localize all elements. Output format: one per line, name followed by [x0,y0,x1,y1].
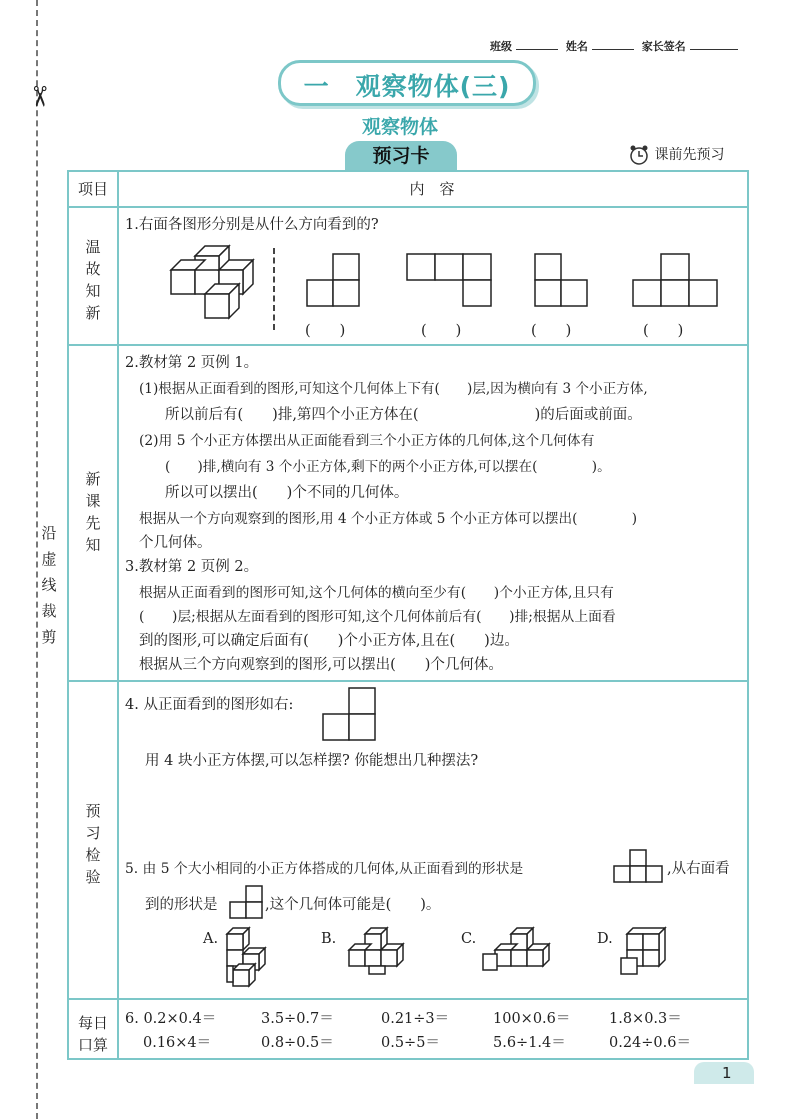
class-field[interactable] [516,49,558,50]
q5-line1a: 5. 由 5 个大小相同的小正方体搭成的几何体,从正面看到的形状是 [125,861,524,877]
chapter-banner [278,60,536,106]
q1-blank-d[interactable]: ( ) [643,323,684,339]
row-label-new: 新 课 先 知 [85,470,101,554]
page-number: 1 [722,1064,732,1082]
q5-option-d-label[interactable]: D. [597,931,613,947]
chapter-title: 一 观察物体(三) [303,72,511,101]
q6-r2-c3: 0.5÷5＝ [381,1035,440,1051]
q1-view-a [305,252,365,310]
q5-option-b-label[interactable]: B. [321,931,337,947]
q6-r2-c4: 5.6÷1.4＝ [493,1035,566,1051]
q1-view-d [631,252,719,310]
q1-blank-b[interactable]: ( ) [421,323,462,339]
column-header-content: 内 容 [409,180,455,198]
q2-line8: 个几何体。 [139,535,212,551]
q5-line2a: 到的形状是 [145,897,218,913]
q5-option-c-figure [481,924,557,980]
q1-view-b [405,252,493,310]
preview-badge: 课前先预习 [628,144,724,166]
q2-line5: ( )排,横向有 3 个小正方体,剩下的两个小正方体,可以摆在( )。 [165,459,611,475]
q1-blank-a[interactable]: ( ) [305,323,346,339]
q4-line2: 用 4 块小正方体摆,可以怎样摆? 你能想出几种摆法? [145,753,479,769]
q3-line4: 到的图形,可以确定后面有( )个小正方体,且在( )边。 [139,633,519,649]
q6-r1-c3: 0.21÷3＝ [381,1011,450,1027]
q5-right-shape [229,884,265,920]
q2-line1: 2.教材第 2 页例 1。 [125,355,259,371]
row-label-check: 预 习 检 验 [85,802,101,886]
q4-line1: 4. 从正面看到的图形如右: [125,697,294,713]
q1-view-c [533,252,593,310]
q3-line1: 3.教材第 2 页例 2。 [125,559,259,575]
q2-line6: 所以可以摆出( )个不同的几何体。 [165,485,409,501]
q1-3d-cube-figure [161,242,281,327]
q5-option-c-label[interactable]: C. [461,931,477,947]
row-label-review: 温 故 知 新 [85,238,101,322]
q2-line3: 所以前后有( )排,第四个小正方体在( )的后面或前面。 [165,407,642,423]
q6-r2-c5: 0.24÷0.6＝ [609,1035,691,1051]
q6-r1-c2: 3.5÷0.7＝ [261,1011,334,1027]
q6-r1-c1: 6. 0.2×0.4＝ [125,1011,217,1027]
q6-r2-c2: 0.8÷0.5＝ [261,1035,334,1051]
alarm-clock-icon [628,144,650,166]
q2-line7: 根据从一个方向观察到的图形,用 4 个小正方体或 5 个小正方体可以摆出( ) [139,511,638,527]
q6-r2-c1: 0.16×4＝ [143,1035,212,1051]
q6-r1-c4: 100×0.6＝ [493,1011,571,1027]
q1-divider [273,248,275,330]
preview-table [67,170,749,1060]
q3-line5: 根据从三个方向观察到的图形,可以摆出( )个几何体。 [139,657,503,673]
cut-label: 沿 虚 线 裁 剪 [41,524,57,646]
q5-line1b: ,从右面看 [667,861,730,877]
q5-option-a-label[interactable]: A. [203,931,219,947]
parent-signature-field[interactable] [690,49,738,50]
name-field[interactable] [592,49,634,50]
q1-blank-c[interactable]: ( ) [531,323,572,339]
student-info-header: 班级 姓名 家长签名 [490,38,742,54]
scissors-icon: ✂ [23,84,57,109]
q4-front-view-figure [321,686,381,746]
q6-r1-c5: 1.8×0.3＝ [609,1011,682,1027]
q5-line2b: ,这个几何体可能是( )。 [265,897,441,913]
lesson-subtitle: 观察物体 [361,116,438,138]
q1-text: 1.右面各图形分别是从什么方向看到的? [125,217,379,233]
q5-option-a-figure [221,924,281,998]
row-label-daily: 每日 口算 [77,1014,108,1054]
q5-option-d-figure [617,924,677,980]
preview-card-tab: 预习卡 [345,141,457,171]
q2-line2: (1)根据从正面看到的图形,可知这个几何体上下有( )层,因为横向有 3 个小正方体, [139,381,648,397]
column-header-item: 项目 [77,180,108,198]
q3-line2: 根据从正面看到的图形可知,这个几何体的横向至少有( )个小正方体,且只有 [139,585,614,601]
q3-line3: ( )层;根据从左面看到的图形可知,这个几何体前后有( )排;根据从上面看 [139,609,616,625]
q2-line4: (2)用 5 个小正方体摆出从正面能看到三个小正方体的几何体,这个几何体有 [139,433,595,449]
q5-front-shape [613,848,665,884]
q5-option-b-figure [339,924,415,980]
